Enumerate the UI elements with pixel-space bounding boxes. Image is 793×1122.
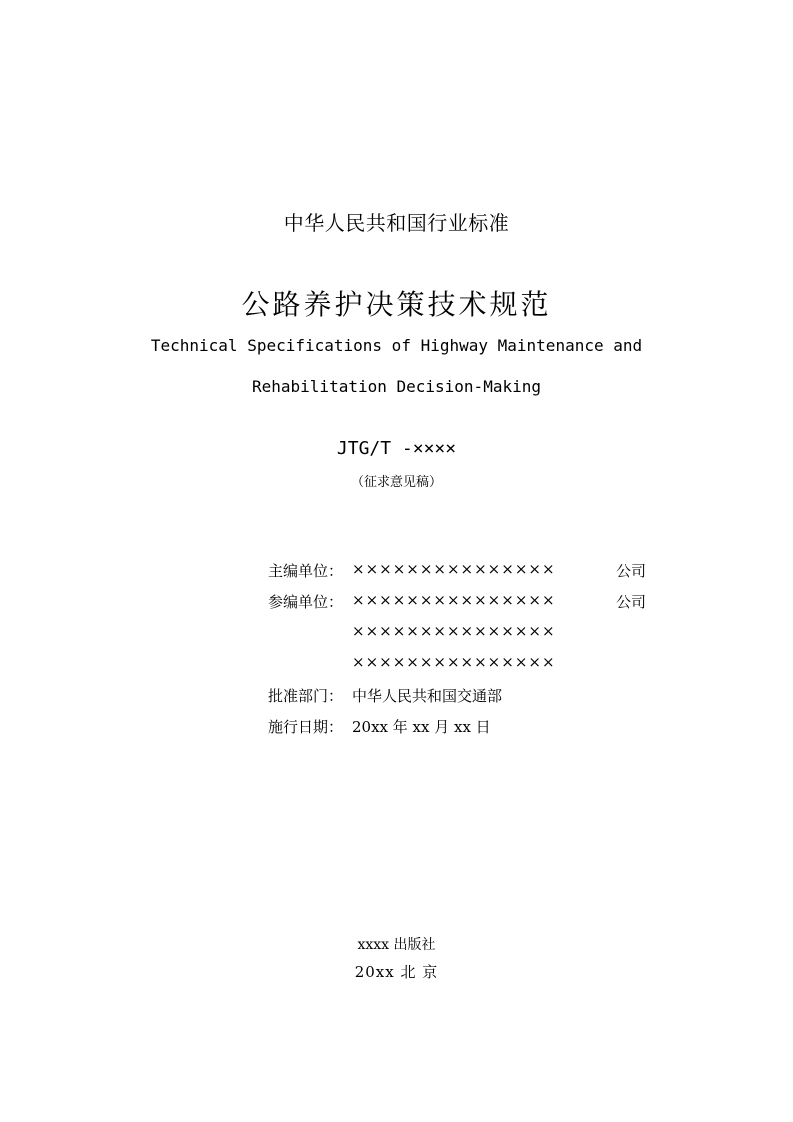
participant-suffix: 公司: [616, 593, 647, 611]
document-title-cn: 公路养护决策技术规范: [241, 288, 552, 321]
chief-editor-value: ×××××××××××××××: [352, 560, 556, 578]
chief-editor-label: 主编单位：: [268, 562, 344, 580]
draft-note: （征求意见稿）: [350, 475, 442, 490]
participant-label: 参编单位：: [268, 593, 344, 611]
participant-value-3: ×××××××××××××××: [352, 653, 556, 671]
industry-standard-heading: 中华人民共和国行业标准: [283, 211, 510, 235]
effective-date-label: 施行日期：: [268, 718, 344, 736]
publication-city-year: 20xx 北 京: [354, 963, 439, 981]
chief-editor-suffix: 公司: [616, 562, 647, 580]
standard-code: JTG/T -××××: [336, 438, 457, 459]
document-title-en-line2: Rehabilitation Decision-Making: [252, 377, 541, 396]
participant-value-1: ×××××××××××××××: [352, 591, 556, 609]
effective-date-value: 20xx 年 xx 月 xx 日: [352, 718, 491, 736]
publisher: xxxx 出版社: [357, 937, 436, 953]
approver-value: 中华人民共和国交通部: [352, 687, 503, 705]
approver-label: 批准部门：: [268, 687, 344, 705]
document-title-en-line1: Technical Specifications of Highway Maintenance and: [150, 336, 643, 355]
participant-value-2: ×××××××××××××××: [352, 622, 556, 640]
